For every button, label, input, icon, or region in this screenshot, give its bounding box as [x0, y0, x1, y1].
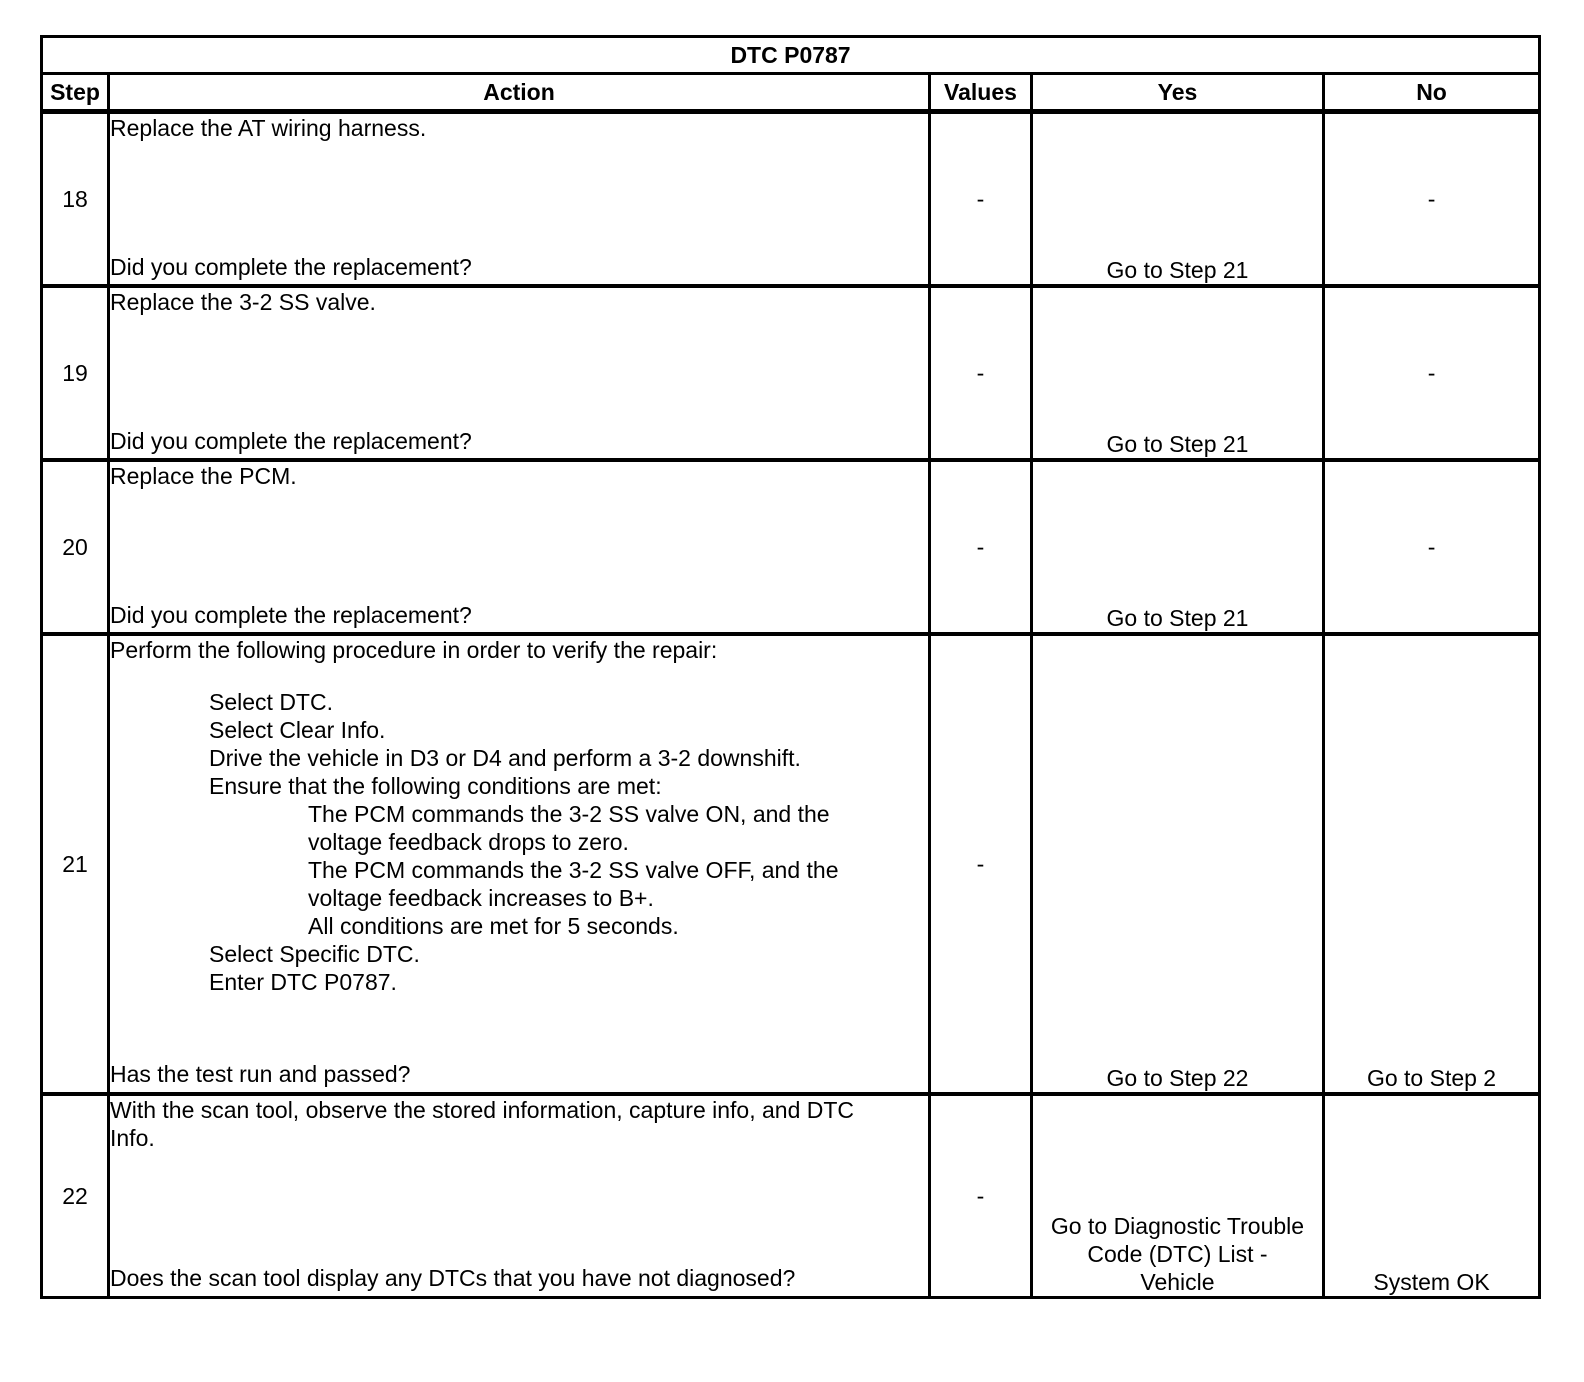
- procedure-step: Drive the vehicle in D3 or D4 and perform a 3-2 downshift.: [209, 744, 801, 771]
- action-instruction: [110, 1096, 928, 1152]
- yes-link[interactable]: Go to Step 21: [1032, 460, 1324, 634]
- table-row: [42, 1094, 1540, 1298]
- procedure-step: Select DTC.: [209, 688, 333, 715]
- action-question: Does the scan tool display any DTCs that you have not diagnosed?: [110, 1264, 796, 1291]
- values-cell: -: [930, 634, 1032, 1094]
- action-cell: [109, 460, 930, 634]
- action-instruction-line: Info.: [110, 1124, 155, 1151]
- condition-line: voltage feedback drops to zero.: [308, 828, 629, 855]
- header-step: Step: [42, 74, 109, 112]
- header-action: Action: [109, 74, 930, 112]
- condition-line: All conditions are met for 5 seconds.: [308, 912, 679, 939]
- values-cell: -: [930, 112, 1032, 286]
- values-cell: -: [930, 1094, 1032, 1298]
- action-instruction-line: With the scan tool, observe the stored information, capture info, and DTC: [110, 1096, 855, 1123]
- yes-link[interactable]: Go to Step 21: [1032, 112, 1324, 286]
- table-row: [42, 286, 1540, 460]
- procedure-step: Ensure that the following conditions are met:: [209, 772, 662, 799]
- table-row: [42, 112, 1540, 286]
- step-number: 20: [42, 460, 109, 634]
- values-cell: -: [930, 460, 1032, 634]
- no-result: System OK: [1324, 1094, 1540, 1298]
- action-instruction: Perform the following procedure in order to verify the repair:: [110, 636, 718, 663]
- action-cell: [109, 1094, 930, 1298]
- yes-link-line: Code (DTC) List -: [1087, 1241, 1268, 1267]
- action-instruction: Replace the 3-2 SS valve.: [110, 288, 376, 315]
- yes-link[interactable]: Go to Step 21: [1032, 286, 1324, 460]
- step-number: 22: [42, 1094, 109, 1298]
- yes-link-line: Go to Diagnostic Trouble: [1050, 1213, 1305, 1239]
- no-cell: -: [1324, 286, 1540, 460]
- header-values: Values: [930, 74, 1032, 112]
- procedure-step: Select Clear Info.: [209, 716, 386, 743]
- action-instruction: Replace the PCM.: [110, 462, 297, 489]
- action-question: Has the test run and passed?: [110, 1060, 411, 1087]
- no-cell: -: [1324, 112, 1540, 286]
- condition-line: voltage feedback increases to B+.: [308, 884, 654, 911]
- action-question: Did you complete the replacement?: [110, 427, 472, 454]
- step-number: 19: [42, 286, 109, 460]
- table-title: DTC P0787: [42, 37, 1540, 74]
- step-number: 21: [42, 634, 109, 1094]
- no-cell: -: [1324, 460, 1540, 634]
- condition-line: The PCM commands the 3-2 SS valve OFF, and the: [308, 856, 839, 883]
- action-question: Did you complete the replacement?: [110, 254, 472, 280]
- values-cell: -: [930, 286, 1032, 460]
- header-yes: Yes: [1032, 74, 1324, 112]
- yes-link-line: Vehicle: [1140, 1269, 1215, 1295]
- procedure-list: [110, 688, 928, 996]
- step-number: 18: [42, 112, 109, 286]
- action-cell: [109, 286, 930, 460]
- procedure-step: Enter DTC P0787.: [209, 968, 397, 995]
- yes-link[interactable]: [1032, 1094, 1324, 1298]
- action-cell: [109, 112, 930, 286]
- table-row: [42, 634, 1540, 1094]
- condition-line: The PCM commands the 3-2 SS valve ON, and the: [308, 800, 830, 827]
- table-row: [42, 460, 1540, 634]
- dtc-table: [40, 35, 1541, 1299]
- action-question: Did you complete the replacement?: [110, 601, 472, 628]
- procedure-step: Select Specific DTC.: [209, 940, 420, 967]
- action-cell: [109, 634, 930, 1094]
- no-link[interactable]: Go to Step 2: [1324, 634, 1540, 1094]
- action-instruction: Replace the AT wiring harness.: [110, 115, 427, 141]
- header-no: No: [1324, 74, 1540, 112]
- yes-link[interactable]: Go to Step 22: [1032, 634, 1324, 1094]
